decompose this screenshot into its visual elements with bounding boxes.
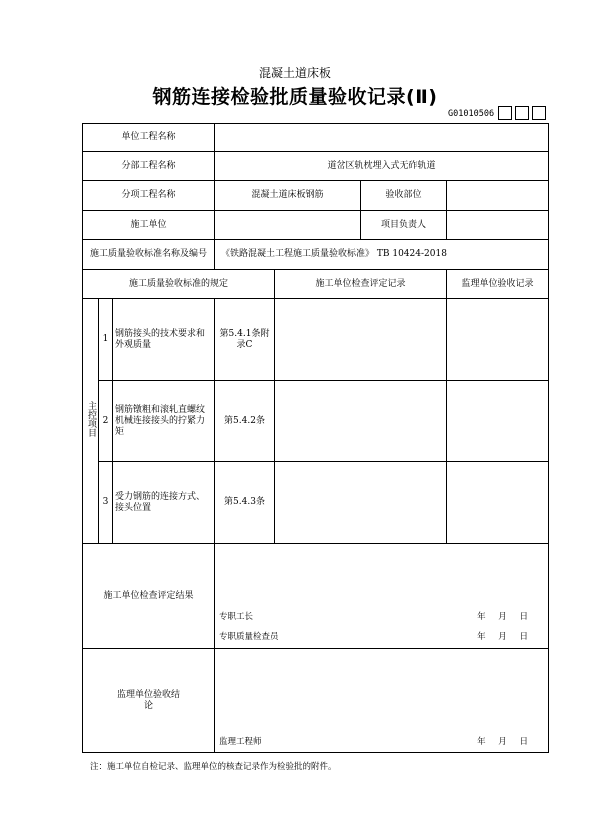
item-number: 3 [99, 462, 113, 544]
col-header-supervisor-record: 监理单位验收记录 [447, 270, 549, 299]
unit-project-label: 单位工程名称 [83, 124, 215, 152]
item-number: 2 [99, 381, 113, 462]
quality-inspector-label: 专职质量检查员 [219, 632, 279, 642]
item-description: 钢筋接头的技术要求和外观质量 [113, 299, 215, 381]
contractor-result-label: 施工单位检查评定结果 [83, 544, 215, 649]
supervisor-conclusion-area[interactable] [215, 649, 549, 753]
supervising-engineer-label: 监理工程师 [219, 737, 262, 747]
subitem-value[interactable]: 混凝土道床板钢筋 [215, 181, 361, 211]
code-box-3[interactable] [532, 106, 546, 120]
contractor-value[interactable] [215, 211, 361, 240]
item-clause: 第5.4.1条附录C [215, 299, 275, 381]
footnote: 注：施工单位自检记录、监理单位的核查记录作为检验批的附件。 [90, 762, 337, 772]
acceptance-part-value[interactable] [447, 181, 549, 211]
item-description: 受力钢筋的连接方式、接头位置 [113, 462, 215, 544]
item-supervisor-record[interactable] [447, 299, 549, 381]
standard-label: 施工质量验收标准名称及编号 [83, 240, 215, 270]
code-box-1[interactable] [498, 106, 512, 120]
form-title: 钢筋连接检验批质量验收记录(Ⅱ) [152, 86, 438, 108]
engineer-date: 年 月 日 [477, 737, 528, 747]
item-clause: 第5.4.3条 [215, 462, 275, 544]
contractor-label: 施工单位 [83, 211, 215, 240]
item-contractor-record[interactable] [275, 462, 447, 544]
acceptance-part-label: 验收部位 [361, 181, 447, 211]
acceptance-record-table [82, 123, 549, 753]
standard-value[interactable]: 《铁路混凝土工程施工质量验收标准》 TB 10424-2018 [215, 240, 549, 270]
form-subtitle: 混凝土道床板 [258, 66, 331, 80]
foreman-date: 年 月 日 [477, 612, 528, 622]
project-manager-value[interactable] [447, 211, 549, 240]
subitem-label: 分项工程名称 [83, 181, 215, 211]
item-description: 钢筋镦粗和滚轧直螺纹机械连接接头的拧紧力矩 [113, 381, 215, 462]
item-supervisor-record[interactable] [447, 381, 549, 462]
item-contractor-record[interactable] [275, 299, 447, 381]
main-control-label: 主控项目 [86, 401, 96, 437]
item-contractor-record[interactable] [275, 381, 447, 462]
col-header-contractor-record: 施工单位检查评定记录 [275, 270, 447, 299]
foreman-label: 专职工长 [219, 612, 254, 622]
project-manager-label: 项目负责人 [361, 211, 447, 240]
item-clause: 第5.4.2条 [215, 381, 275, 462]
unit-project-value[interactable] [215, 124, 549, 152]
main-control-label-cell [83, 299, 99, 544]
code-box-2[interactable] [515, 106, 529, 120]
division-label: 分部工程名称 [83, 152, 215, 181]
inspector-date: 年 月 日 [477, 632, 528, 642]
item-supervisor-record[interactable] [447, 462, 549, 544]
supervisor-conclusion-label: 监理单位验收结论 [83, 649, 215, 753]
col-header-spec: 施工质量验收标准的规定 [83, 270, 275, 299]
item-number: 1 [99, 299, 113, 381]
form-code: G01010506 [448, 109, 495, 119]
contractor-result-area[interactable] [215, 544, 549, 649]
division-value[interactable]: 道岔区轨枕埋入式无砟轨道 [215, 152, 549, 181]
